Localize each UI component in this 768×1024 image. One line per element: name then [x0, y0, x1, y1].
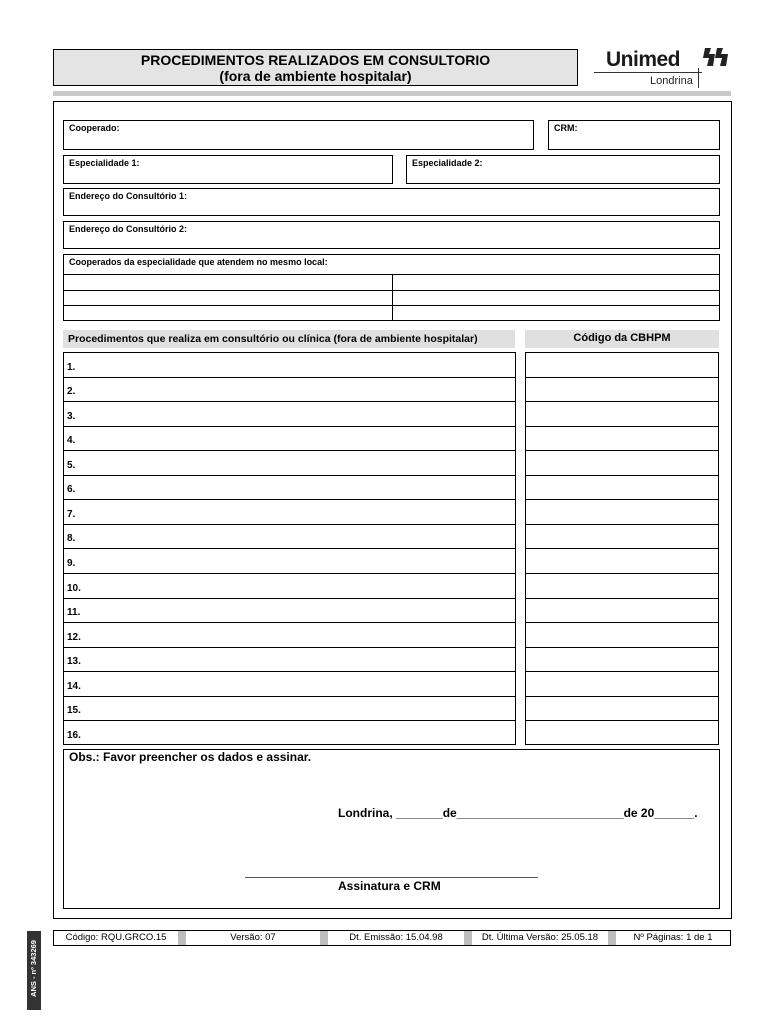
cbhpm-code-entry[interactable]: [526, 427, 718, 450]
footer-paginas: Nº Páginas: 1 de 1: [633, 932, 713, 943]
especialidade-2-label: Especialidade 2:: [412, 158, 483, 168]
procedures-header: Procedimentos que realiza em consultório ou clínica (fora de ambiente hospitalar): [63, 330, 515, 348]
cbhpm-code-entry[interactable]: [526, 402, 718, 425]
cbhpm-code-entry[interactable]: [526, 599, 718, 622]
cbhpm-code-entry[interactable]: [526, 574, 718, 597]
footer-separator: [178, 931, 186, 945]
procedure-row-number: 4.: [67, 435, 76, 447]
cbhpm-code-entry[interactable]: [526, 623, 718, 646]
procedure-row-number: 3.: [67, 410, 76, 422]
procedure-row-number: 9.: [67, 558, 76, 570]
cooperado-cell[interactable]: [64, 291, 391, 304]
procedure-entry[interactable]: [82, 549, 514, 572]
endereco-2-field[interactable]: [63, 221, 720, 249]
logo-mark-icon: [701, 46, 731, 74]
procedure-entry[interactable]: [82, 525, 514, 548]
cooperados-label: Cooperados da especialidade que atendem no mesmo local:: [69, 257, 328, 267]
procedure-entry[interactable]: [82, 378, 514, 401]
procedure-entry[interactable]: [82, 451, 514, 474]
cooperado-cell[interactable]: [393, 306, 719, 320]
cbhpm-code-entry[interactable]: [526, 549, 718, 572]
obs-text: Obs.: Favor preencher os dados e assinar.: [69, 750, 312, 764]
cbhpm-code-entry[interactable]: [526, 476, 718, 499]
signature-label: Assinatura e CRM: [338, 879, 441, 893]
especialidade-1-field[interactable]: [63, 155, 393, 184]
document-footer: [53, 930, 731, 946]
crm-field[interactable]: [548, 120, 720, 150]
cbhpm-code-entry[interactable]: [526, 672, 718, 695]
procedure-row-number: 15.: [67, 705, 81, 717]
cbhpm-code-entry[interactable]: [526, 378, 718, 401]
procedure-entry[interactable]: [82, 353, 514, 376]
procedure-entry[interactable]: [82, 574, 514, 597]
title-line-1: PROCEDIMENTOS REALIZADOS EM CONSULTORIO: [140, 52, 491, 68]
especialidade-1-label: Especialidade 1:: [69, 158, 140, 168]
procedure-entry[interactable]: [82, 427, 514, 450]
cooperado-label: Cooperado:: [69, 123, 120, 133]
procedure-entry[interactable]: [82, 500, 514, 523]
cbhpm-code-entry[interactable]: [526, 697, 718, 720]
procedure-entry[interactable]: [82, 697, 514, 720]
crm-label: CRM:: [554, 123, 578, 133]
procedure-row-number: 13.: [67, 656, 81, 668]
logo-city: Londrina: [650, 75, 693, 87]
cooperado-cell[interactable]: [393, 275, 719, 289]
footer-separator: [320, 931, 328, 945]
cooperado-cell[interactable]: [64, 306, 391, 320]
endereco-2-label: Endereço do Consultório 2:: [69, 224, 188, 234]
procedure-entry[interactable]: [82, 721, 514, 744]
signature-line[interactable]: [245, 877, 538, 878]
procedure-entry[interactable]: [82, 402, 514, 425]
footer-versao: Versão: 07: [230, 932, 276, 943]
procedure-entry[interactable]: [82, 672, 514, 695]
footer-separator: [608, 931, 616, 945]
procedure-entry[interactable]: [82, 648, 514, 671]
ans-text: ANS - nº 343269: [29, 940, 38, 997]
procedure-entry[interactable]: [82, 476, 514, 499]
cbhpm-code-entry[interactable]: [526, 451, 718, 474]
cbhpm-code-entry[interactable]: [526, 721, 718, 744]
code-header: Código da CBHPM: [525, 330, 719, 348]
cbhpm-code-entry[interactable]: [526, 525, 718, 548]
procedure-row-number: 6.: [67, 484, 76, 496]
procedure-row-number: 7.: [67, 508, 76, 520]
procedure-row-number: 10.: [67, 582, 81, 594]
date-line[interactable]: Londrina, _______de_________________________de 20______.: [338, 806, 698, 820]
especialidade-2-field[interactable]: [406, 155, 720, 184]
procedure-row-number: 11.: [67, 607, 81, 619]
procedure-row-number: 5.: [67, 459, 76, 471]
cooperado-field[interactable]: [63, 120, 534, 150]
form-title: [53, 49, 578, 86]
procedure-row-number: 8.: [67, 533, 76, 545]
cooperado-cell[interactable]: [393, 291, 719, 304]
title-line-2: (fora de ambiente hospitalar): [219, 68, 412, 84]
title-divider: [53, 91, 731, 96]
procedure-row-number: 1.: [67, 361, 76, 373]
logo-name: Unimed: [606, 48, 681, 71]
footer-emissao: Dt. Emissão: 15.04.98: [349, 932, 443, 943]
endereco-1-field[interactable]: [63, 188, 720, 216]
procedure-entry[interactable]: [82, 623, 514, 646]
procedure-row-number: 14.: [67, 680, 81, 692]
cooperado-cell[interactable]: [64, 275, 391, 289]
procedure-row-number: 2.: [67, 386, 76, 398]
procedure-entry[interactable]: [82, 599, 514, 622]
procedure-row-number: 16.: [67, 729, 81, 741]
endereco-1-label: Endereço do Consultório 1:: [69, 191, 188, 201]
footer-codigo: Código: RQU.GRCO.15: [65, 932, 167, 943]
footer-ultima-versao: Dt. Última Versão: 25.05.18: [481, 932, 599, 943]
cbhpm-code-entry[interactable]: [526, 648, 718, 671]
logo-underline: [594, 72, 702, 73]
cbhpm-code-entry[interactable]: [526, 500, 718, 523]
procedure-row-number: 12.: [67, 631, 81, 643]
footer-separator: [464, 931, 472, 945]
logo-divider: [698, 68, 699, 88]
cbhpm-code-entry[interactable]: [526, 353, 718, 376]
